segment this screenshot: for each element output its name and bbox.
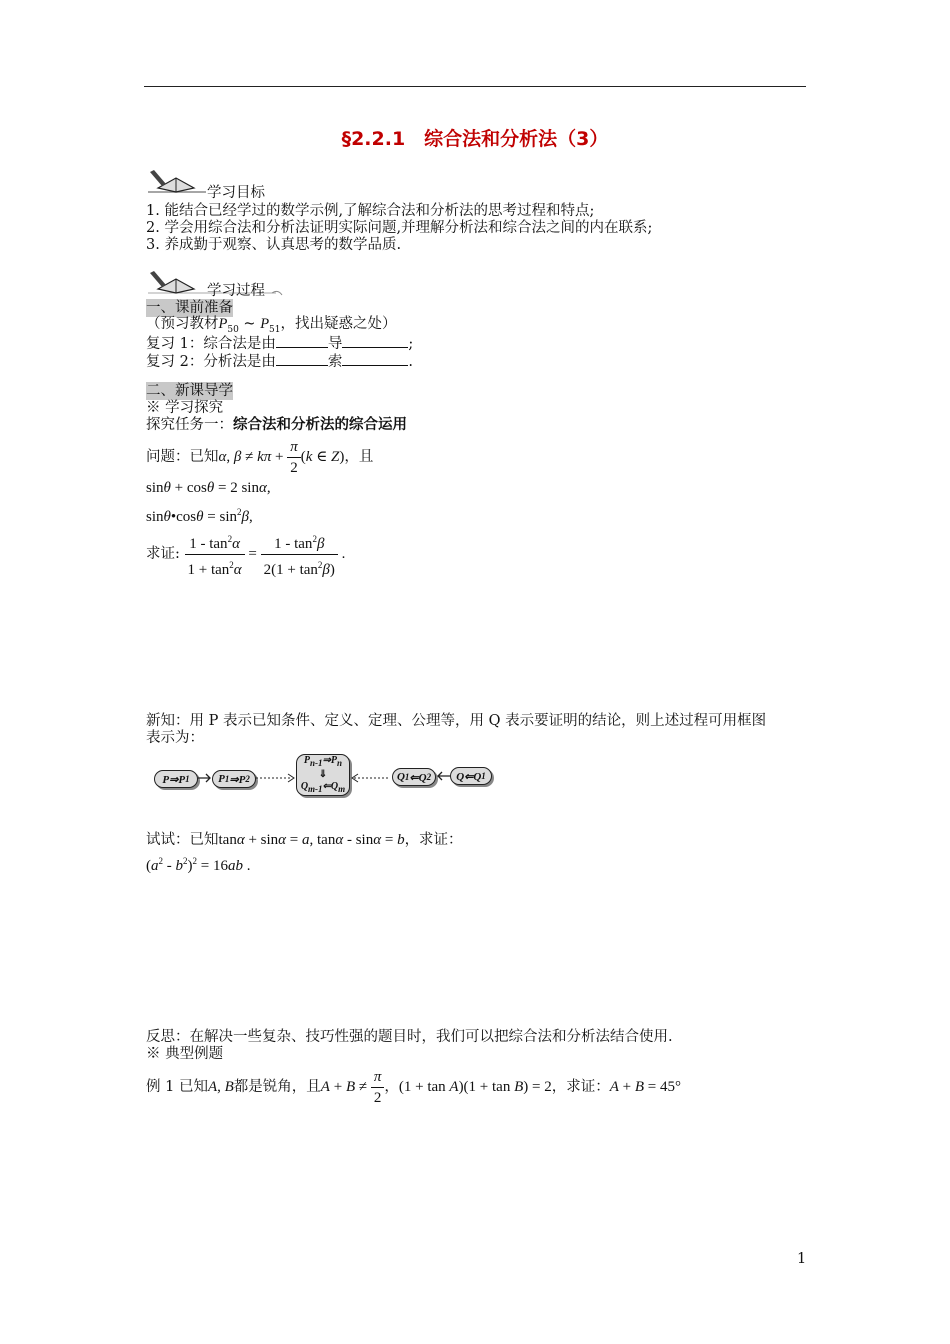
part2-heading: 二、新课导学 (146, 383, 233, 399)
page-title: §2.2.1 综合法和分析法（3） (341, 128, 609, 150)
explore-heading: ※ 学习探究 (146, 400, 224, 416)
equation-1: sinθ + cosθ = 2 sinα, (146, 480, 271, 496)
reflection: 反思：在解决一些复杂、技巧性强的题目时，我们可以把综合法和分析法结合使用. (146, 1029, 673, 1045)
header-rule (144, 86, 806, 87)
review-2: 复习 2：分析法是由 索 . (146, 351, 413, 371)
preview-line: （预习教材$P_{50}$ ~ $P_{51}$，找出疑惑之处） (146, 316, 397, 335)
dotted-arrow-icon (256, 772, 296, 784)
flow-node-middle: $P_{n-1}\Rightarrow P_n$ ⇓ $Q_{m-1}⇐Q_m$ (296, 754, 350, 796)
equation-2: sinθ•cosθ = $\sin^2\beta$, (146, 507, 253, 525)
goal-item-1: 1. 能结合已经学过的数学示例,了解综合法和分析法的思考过程和特点; (146, 203, 595, 219)
process-heading: 学习过程 (207, 283, 265, 299)
flow-diagram (150, 752, 495, 802)
examples-heading: ※ 典型例题 (146, 1046, 224, 1062)
arrow-right-icon (198, 772, 212, 784)
part1-heading: 一、课前准备 (146, 300, 233, 316)
flow-node-q-q1: Q⇐Q 1 (450, 767, 492, 785)
goal-item-2: 2. 学会用综合法和分析法证明实际问题,并理解分析法和综合法之间的内在联系; (146, 220, 653, 236)
goal-item-3: 3. 养成勤于观察、认真思考的数学品质. (146, 237, 402, 253)
flow-node-p-p1: P⇒P 1 (154, 770, 198, 788)
prove-line: 求证: $\frac{1 - \tan^2\alpha}{1 + \tan^2\alpha}$ = $\frac{1 - \tan^2\beta}{2(1 + \tan^2\beta)}$ . (146, 530, 345, 579)
new-knowledge-2: 表示为： (146, 730, 204, 746)
try-line: 试试：已知tanα + sinα = a, tanα - sinα = b，求证： (146, 832, 463, 848)
new-knowledge-1: 新知：用 P 表示已知条件、定义、定理、公理等，用 Q 表示要证明的结论，则上述过程可用框图 (146, 713, 767, 729)
dotted-arrow-left-icon (350, 772, 392, 784)
book-pencil-icon (146, 166, 210, 196)
arrow-left-icon (436, 770, 450, 782)
goals-heading: 学习目标 (207, 185, 265, 201)
problem-line: 问题：已知α, β ≠ kπ + $\frac{\pi}{2}$ (k ∈ Z)，且 (146, 439, 374, 476)
review-1: 复习 1：综合法是由 导 ; (146, 333, 413, 353)
task-line: 探究任务一：综合法和分析法的综合运用 (146, 417, 407, 433)
page-number: 1 (797, 1251, 807, 1267)
example-1: 例 1 已知A, B都是锐角，且A + B ≠ $\frac{\pi}{2}$ ，(1 + tan A)(1 + tan B) = 2，求证：A + B = 45° (146, 1069, 682, 1106)
flow-node-p1-p2: P 1 ⇒P 2 (212, 770, 256, 788)
flow-node-q1-q2: Q 1 ⇐Q 2 (392, 768, 436, 786)
try-equation: $(a^2 - b^2)^2 = 16ab$ . (146, 856, 251, 874)
